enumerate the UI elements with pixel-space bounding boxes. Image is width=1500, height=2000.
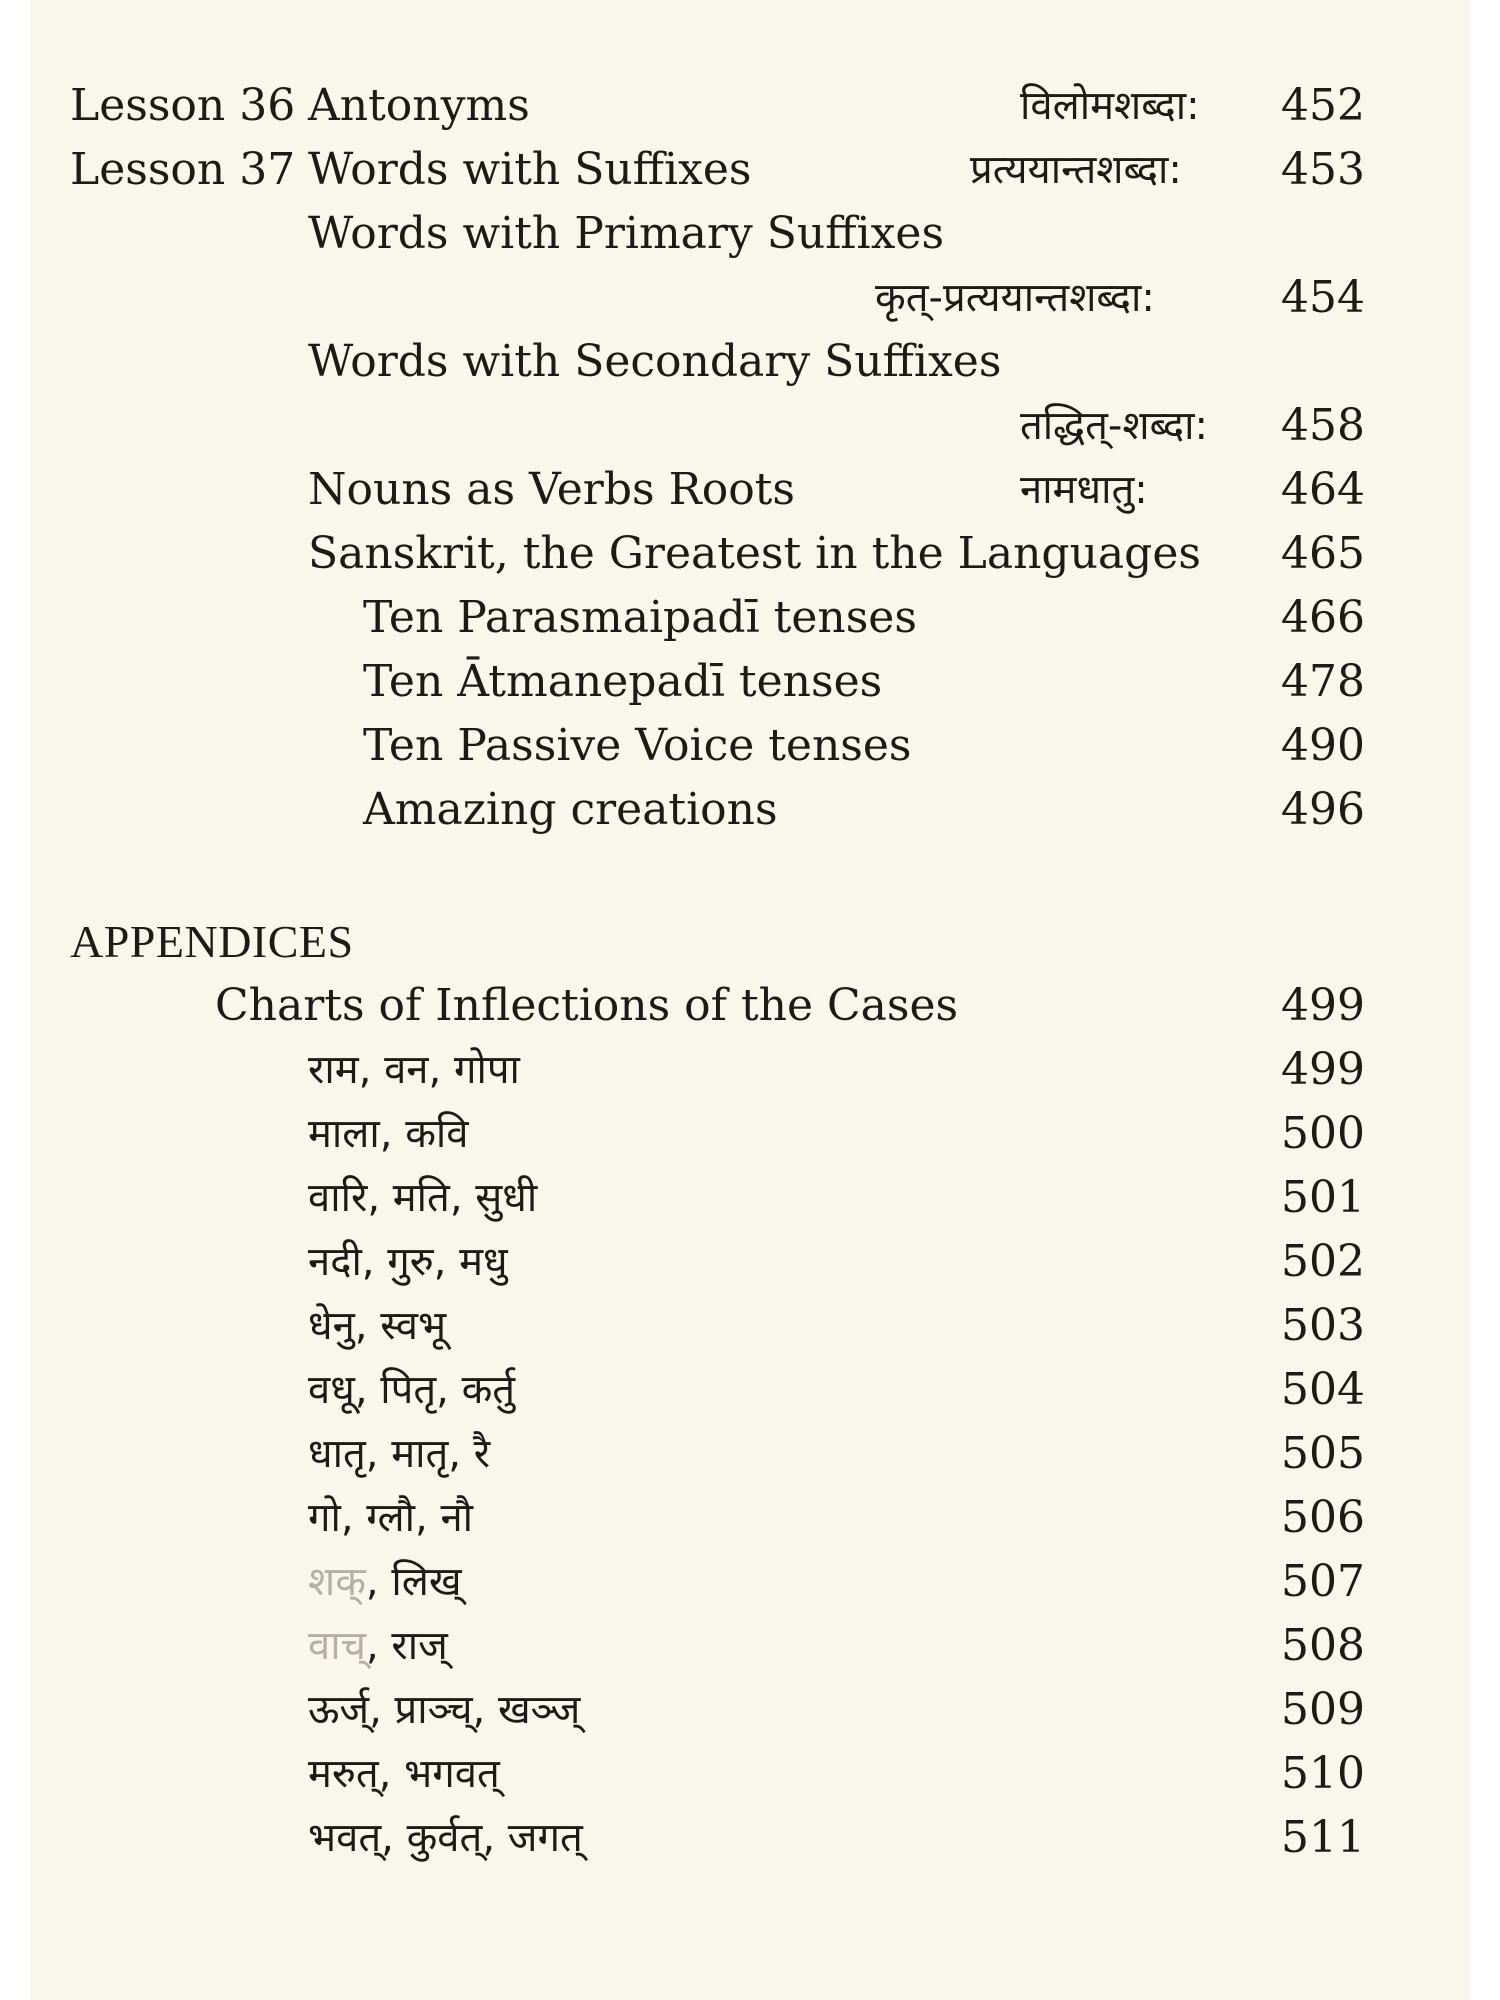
primary-suffixes-sanskrit: कृत्-प्रत्ययान्तशब्दा: — [875, 275, 1155, 321]
inflection-item-page: 501 — [1281, 1172, 1365, 1223]
inflection-item: मरुत्, भगवत् — [308, 1751, 500, 1797]
sanskrit-greatest-title: Sanskrit, the Greatest in the Languages — [308, 528, 1201, 579]
inflection-item: माला, कवि — [308, 1111, 469, 1157]
faded-text: वाच् — [308, 1623, 366, 1669]
inflection-item: राम, वन, गोपा — [308, 1047, 520, 1093]
nouns-as-verbs-page: 464 — [1281, 464, 1365, 515]
lesson-37-page: 453 — [1281, 144, 1365, 195]
inflection-item-page: 510 — [1281, 1748, 1365, 1799]
tenses-item: Ten Ātmanepadī tenses — [363, 656, 883, 707]
lesson-37-title: Words with Suffixes — [308, 144, 752, 195]
secondary-suffixes-page: 458 — [1281, 400, 1365, 451]
inflection-item-page: 503 — [1281, 1300, 1365, 1351]
inflection-item-page: 500 — [1281, 1108, 1365, 1159]
book-page — [30, 0, 1470, 2000]
tenses-item-page: 496 — [1281, 784, 1365, 835]
tenses-item: Amazing creations — [363, 784, 778, 835]
lesson-37-sanskrit: प्रत्ययान्तशब्दा: — [970, 147, 1182, 193]
tenses-item-page: 478 — [1281, 656, 1365, 707]
lesson-36-title: Antonyms — [308, 80, 530, 131]
inflection-item-page: 502 — [1281, 1236, 1365, 1287]
secondary-suffixes-title: Words with Secondary Suffixes — [308, 336, 1002, 387]
appendices-heading: APPENDICES — [70, 916, 354, 967]
inflection-item: वारि, मति, सुधी — [308, 1175, 538, 1221]
charts-title: Charts of Inflections of the Cases — [215, 980, 959, 1031]
inflection-item-page: 507 — [1281, 1556, 1365, 1607]
tenses-item: Ten Passive Voice tenses — [363, 720, 912, 771]
inflection-item-page: 499 — [1281, 1044, 1365, 1095]
inflection-item: भवत्, कुर्वत्, जगत् — [308, 1815, 583, 1861]
inflection-item: वधू, पितृ, कर्तु — [308, 1367, 516, 1413]
inflection-item: गो, ग्लौ, नौ — [308, 1495, 474, 1541]
inflection-item — [308, 1552, 462, 1612]
secondary-suffixes-sanskrit: तद्धित्-शब्दा: — [1020, 403, 1208, 449]
inflection-item: नदी, गुरु, मधु — [308, 1239, 508, 1285]
inflection-item-page: 505 — [1281, 1428, 1365, 1479]
inflection-item-page: 511 — [1281, 1812, 1365, 1863]
tenses-item-page: 466 — [1281, 592, 1365, 643]
lesson-36-sanskrit: विलोमशब्दा: — [1020, 83, 1200, 129]
inflection-item-page: 506 — [1281, 1492, 1365, 1543]
lesson-37-label: Lesson 37 — [70, 144, 296, 195]
inflection-item-page: 504 — [1281, 1364, 1365, 1415]
charts-page: 499 — [1281, 980, 1365, 1031]
inflection-item-rest: , लिख् — [365, 1559, 462, 1605]
tenses-item-page: 490 — [1281, 720, 1365, 771]
inflection-item-rest: , राज् — [366, 1623, 448, 1669]
primary-suffixes-page: 454 — [1281, 272, 1365, 323]
nouns-as-verbs-title: Nouns as Verbs Roots — [308, 464, 795, 515]
primary-suffixes-title: Words with Primary Suffixes — [308, 208, 945, 259]
lesson-36-label: Lesson 36 — [70, 80, 296, 131]
faded-text: शक् — [308, 1559, 366, 1605]
inflection-item: धेनु, स्वभू — [308, 1303, 447, 1349]
inflection-item: धातृ, मातृ, रै — [308, 1431, 491, 1477]
lesson-36-page: 452 — [1281, 80, 1365, 131]
tenses-item: Ten Parasmaipadī tenses — [363, 592, 917, 643]
inflection-item: ऊर्ज्, प्राञ्च्, खञ्ज् — [308, 1687, 581, 1733]
nouns-as-verbs-sanskrit: नामधातु: — [1020, 467, 1148, 513]
inflection-item-page: 508 — [1281, 1620, 1365, 1671]
sanskrit-greatest-page: 465 — [1281, 528, 1365, 579]
inflection-item-page: 509 — [1281, 1684, 1365, 1735]
inflection-item — [308, 1616, 448, 1676]
